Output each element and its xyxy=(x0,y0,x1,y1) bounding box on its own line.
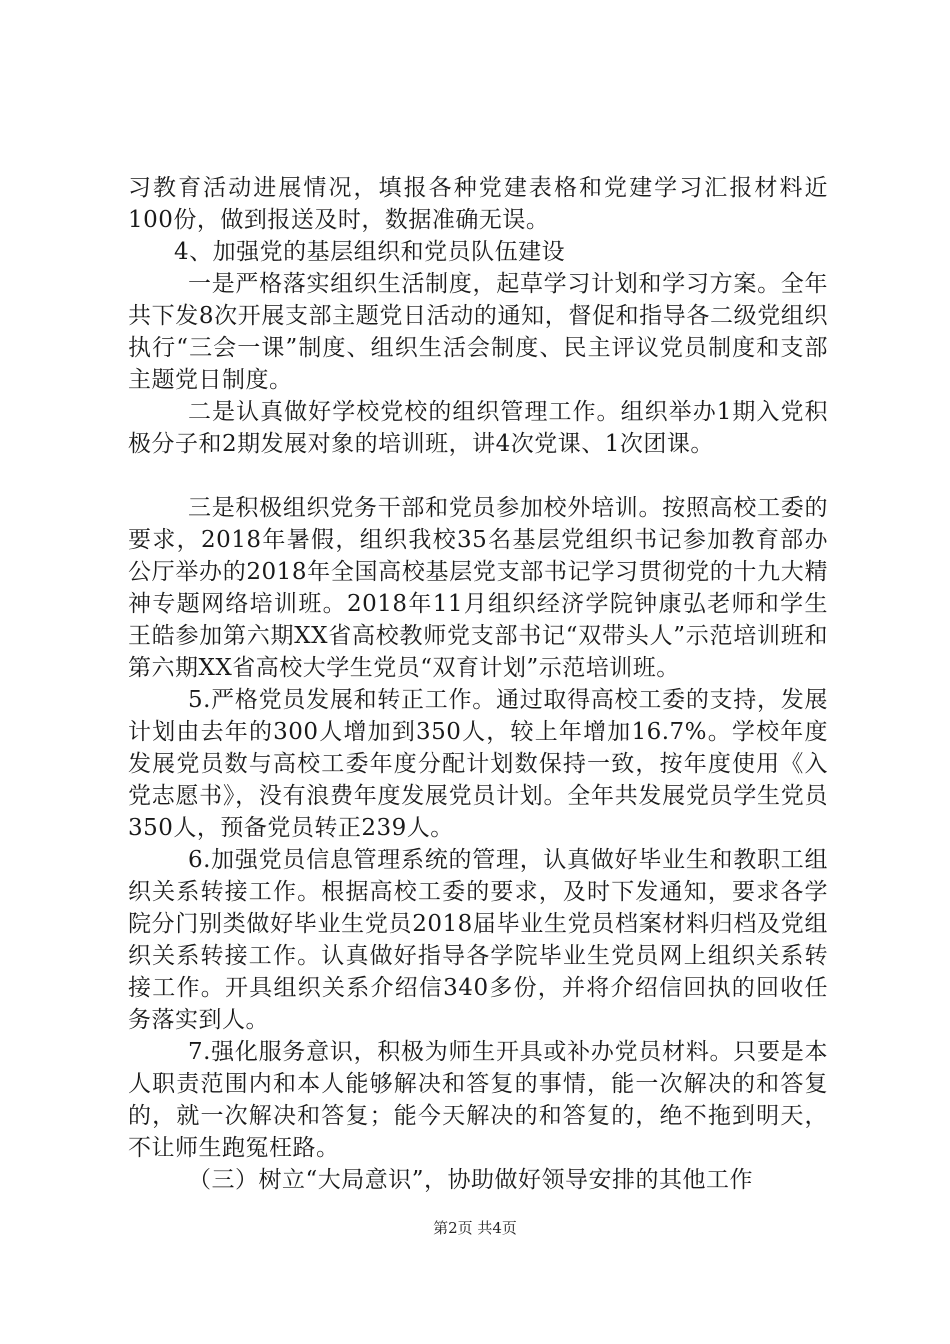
paragraph-continuation: 习教育活动进展情况，填报各种党建表格和党建学习汇报材料近100份，做到报送及时，数据准确无误。 xyxy=(128,175,828,233)
document-body xyxy=(128,172,828,1196)
paragraph-item-1: 一是严格落实组织生活制度，起草学习计划和学习方案。全年共下发8次开展支部主题党日活动的通知，督促和指导各二级党组织执行“三会一课”制度、组织生活会制度、民主评议党员制度和支部主题党日制度。 xyxy=(128,271,828,393)
paragraph-item-3: 三是积极组织党务干部和党员参加校外培训。按照高校工委的要求，2018年暑假，组织我校35名基层党组织书记参加教育部办公厅举办的2018年全国高校基层党支部书记学习贯彻党的十九大精神专题网络培训班。2018年11月组织经济学院钟康弘老师和学生王皓参加第六期XX省高校教师党支部书记“双带头人”示范培训班和第六期XX省高校大学生党员“双育计划”示范培训班。 xyxy=(128,495,828,681)
section-heading-4: 4、加强党的基层组织和党员队伍建设 xyxy=(174,239,566,265)
paragraph-item-7: 7.强化服务意识，积极为师生开具或补办党员材料。只要是本人职责范围内和本人能够解决和答复的事情，能一次解决的和答复的，就一次解决和答复；能今天解决的和答复的，绝不拖到明天，不让师生跑冤枉路。 xyxy=(128,1039,828,1161)
paragraph-item-5: 5.严格党员发展和转正工作。通过取得高校工委的支持，发展计划由去年的300人增加到350人，较上年增加16.7%。学校年度发展党员数与高校工委年度分配计划数保持一致，按年度使用《入党志愿书》，没有浪费年度发展党员计划。全年共发展党员学生党员350人，预备党员转正239人。 xyxy=(128,687,828,841)
blank-line xyxy=(128,460,828,492)
section-heading-3: （三）树立“大局意识”，协助做好领导安排的其他工作 xyxy=(188,1167,754,1193)
page-number-footer: 第2页 共4页 xyxy=(433,1219,517,1237)
paragraph-item-6: 6.加强党员信息管理系统的管理，认真做好毕业生和教职工组织关系转接工作。根据高校工委的要求，及时下发通知，要求各学院分门别类做好毕业生党员2018届毕业生党员档案材料归档及党组织关系转接工作。认真做好指导各学院毕业生党员网上组织关系转接工作。开具组织关系介绍信340多份，并将介绍信回执的回收任务落实到人。 xyxy=(128,847,828,1033)
paragraph-item-2: 二是认真做好学校党校的组织管理工作。组织举办1期入党积极分子和2期发展对象的培训班，讲4次党课、1次团课。 xyxy=(128,399,828,457)
